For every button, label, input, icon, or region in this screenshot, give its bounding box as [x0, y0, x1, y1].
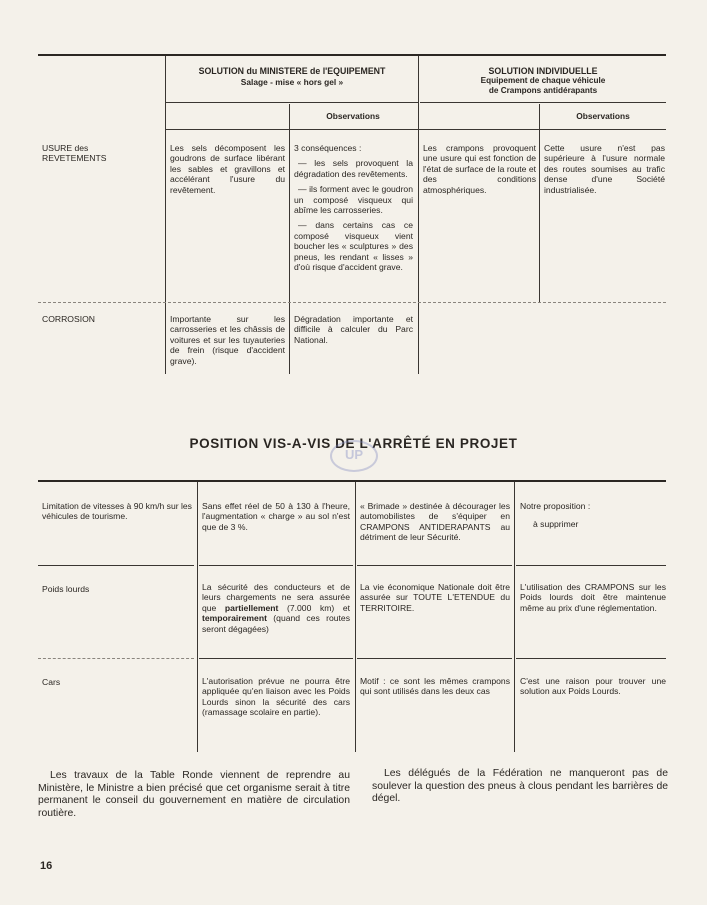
t2-row1-rule-b [199, 565, 353, 566]
page-number: 16 [40, 860, 53, 872]
observations-rule [166, 129, 666, 130]
table2-vline-3 [514, 482, 515, 752]
row-corrosion-label: CORROSION [42, 314, 95, 324]
t2-row2-rule-a [38, 658, 194, 659]
table2-top-rule [38, 480, 666, 482]
row-usure-ministere: Les sels décomposent les goudrons de surface libérant les sables et gravillons et accélérant l'usure du revêtement. [170, 143, 285, 195]
header-individuelle-sub1: Equipement de chaque véhicule [480, 76, 606, 86]
table1-vline-2 [289, 104, 290, 374]
t2-row3-col2: L'autorisation prévue ne pourra être appliquée qu'en liaison avec les Poids Lourds sinon la sécurité des cars (ramassage scolaire en partie). [202, 676, 350, 718]
paragraph-right: Les délégués de la Fédération ne manqueront pas de soulever la question des pneus à clous pendant les barrières de dégel. [372, 768, 668, 805]
row-usure-obs-1: — les sels provoquent la dégradation des revêtements. [294, 158, 413, 179]
t2-row2-col2-bold2: temporairement [202, 613, 267, 624]
section-title: POSITION VIS-A-VIS DE L'ARRÊTÉ EN PROJET [189, 436, 518, 451]
t2-row1-rule-a [38, 565, 194, 566]
t2-row2-col2-c: (quand ces routes seront dégagées) [202, 613, 350, 634]
t2-row3-col3: Motif : ce sont les mêmes crampons qui sont utilisés dans les deux cas [360, 676, 510, 697]
t2-row1-col2: Sans effet réel de 50 à 130 à l'heure, l'augmentation « charge » au sol n'est que de 3 %. [202, 501, 350, 532]
table1-vline-3 [418, 56, 419, 374]
row-usure-obs-intro: 3 conséquences : [294, 143, 362, 153]
header-individuelle-title: SOLUTION INDIVIDUELLE [488, 66, 598, 76]
row-usure-obs-2: — ils forment avec le goudron un composé visqueux qui abîme les carrosseries. [294, 184, 413, 216]
t2-row2-col4: L'utilisation des CRAMPONS sur les Poids lourds doit être maintenue même au prix d'une réglementation. [520, 582, 666, 613]
t2-row2-rule-d [516, 658, 666, 659]
t2-row2-col2 [202, 582, 350, 634]
row-usure-obs-individuelle: Cette usure n'est pas supérieure à l'usure normale des routes soumises au trafic dense d'une Société industrialisée. [544, 143, 665, 195]
table1-vline-4 [539, 104, 540, 302]
t2-row2-col2-a: La sécurité des conducteurs et de leurs chargements ne sera assurée que [202, 582, 350, 613]
t2-row2-col3: La vie économique Nationale doit être assurée sur TOUTE L'ETENDUE du TERRITOIRE. [360, 582, 510, 613]
row-corrosion-ministere: Importante sur les carrosseries et les châssis de voitures et sur les tuyauteries de frein (risque d'accident grave). [170, 314, 285, 366]
row-corrosion-obs: Dégradation importante et difficile à calculer du Parc National. [294, 314, 413, 345]
header-individuelle-sub2: de Crampons antidérapants [488, 86, 598, 96]
t2-row1-label: Limitation de vitesses à 90 km/h sur les véhicules de tourisme. [42, 501, 192, 522]
t2-row1-rule-d [516, 565, 666, 566]
t2-row2-col2-bold1: partiellement [224, 602, 279, 613]
t2-row1-proposition: Notre proposition : [520, 501, 591, 511]
t2-row3-label: Cars [42, 677, 61, 687]
row-usure-bottom-rule [38, 302, 666, 303]
header-ministere [168, 66, 416, 88]
t2-row1-rule-c [357, 565, 512, 566]
row-usure-label: USURE des REVETEMENTS [42, 143, 107, 164]
t2-row1-col4 [520, 501, 666, 530]
paragraph-left: Les travaux de la Table Ronde viennent de reprendre au Ministère, le Ministre a bien précisé que cet organisme serait à titre permanent le conseil du gouvernement en matière de circulation routière. [38, 770, 350, 819]
t2-row2-label: Poids lourds [42, 584, 90, 594]
t2-row3-col4: C'est une raison pour trouver une solution aux Poids Lourds. [520, 676, 666, 697]
row-usure-obs-3: — dans certains cas ce composé visqueux vient boucher les « sculptures » des pneus, les rendant « lisses » d'où risque d'accident grave. [294, 220, 413, 273]
header-ministere-subtitle: Salage - mise « hors gel » [240, 77, 344, 87]
table1-top-rule [38, 54, 666, 56]
header-ministere-title: SOLUTION du MINISTERE de l'EQUIPEMENT [198, 66, 386, 76]
table2-vline-2 [355, 482, 356, 752]
t2-row2-rule-b [199, 658, 353, 659]
t2-row1-col3: « Brimade » destinée à décourager les automobilistes de s'équiper en CRAMPONS ANTIDERAPANTS au détriment de leur Sécurité. [360, 501, 510, 543]
observations-header-1: Observations [326, 111, 380, 121]
row-usure-individuelle: Les crampons provoquent une usure qui est fonction de l'état de surface de la route et des conditions atmosphériques. [423, 143, 536, 195]
observations-header-2: Observations [576, 111, 630, 121]
header-rule-right [420, 102, 666, 103]
row-usure-observations [294, 143, 413, 272]
t2-row2-col2-b: (7.000 km) et [287, 602, 350, 613]
table1-vline-1 [165, 56, 166, 374]
table2-vline-1 [197, 482, 198, 752]
header-individuelle [420, 66, 666, 97]
t2-row1-supprimer: à supprimer [533, 519, 579, 530]
library-stamp: UP [330, 440, 378, 472]
t2-row2-rule-c [357, 658, 512, 659]
header-rule-left [166, 102, 418, 103]
